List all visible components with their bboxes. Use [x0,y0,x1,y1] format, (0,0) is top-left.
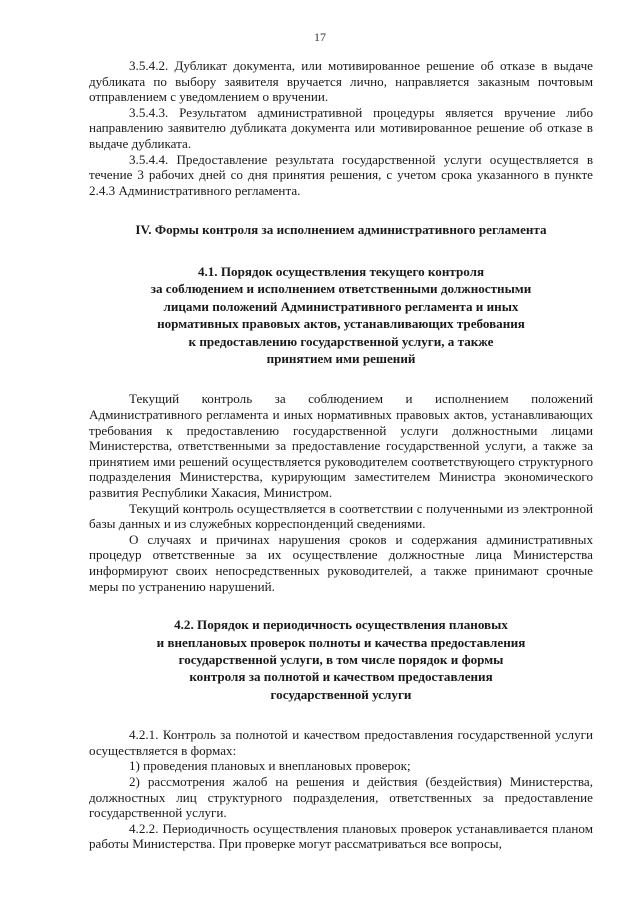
heading-line: за соблюдением и исполнением ответственными должностными [150,281,532,297]
heading-line: 4.1. Порядок осуществления текущего контроля [197,263,485,279]
paragraph-current-control: Текущий контроль за соблюдением и исполнением положений Административного регламента и иных нормативных правовых актов, устанавливающих требования к предоставлению государственной услуги должностными лицами Министерства, ответственными за предоставление государственной услуги, а также за принятием ими решений осуществляется руководителем соответствующего структурного подразделения Министерства, курирующим заместителем Министра экономического развития Республики Хакасия, Министром. [89,391,593,500]
heading-line: к предоставлению государственной услуги, а также [188,333,494,349]
heading-line: контроля за полнотой и качеством предоставления [189,669,493,685]
subsection-4-1-heading [89,263,593,367]
heading-line: принятием ими решений [266,350,416,366]
heading-line: лицами положений Административного регламента и иных [163,298,519,314]
list-item-2: 2) рассмотрения жалоб на решения и действия (бездействия) Министерства, должностных лиц структурного подразделения, ответственных за предоставление государственной услуги. [89,773,593,821]
subsection-4-2-heading [89,616,593,703]
list-item-1: 1) проведения плановых и внеплановых проверок; [129,758,411,774]
section-iv-heading: IV. Формы контроля за исполнением административного регламента [135,222,547,238]
heading-line: государственной услуги, в том числе порядок и формы [178,651,504,667]
paragraph-4-2-2: 4.2.2. Периодичность осуществления плановых проверок устанавливается планом работы Министерства. При проверке могут рассматриваться все вопросы, [89,820,593,852]
heading-line: нормативных правовых актов, устанавливающих требования [157,316,525,332]
document-body [89,58,593,852]
heading-line: 4.2. Порядок и периодичность осуществления плановых [174,617,508,633]
paragraph-3-5-4-4: 3.5.4.4. Предоставление результата государственной услуги осуществляется в течение 3 рабочих дней со дня принятия решения, с учетом срока указанного в пункте 2.4.3 Административного регламента. [89,151,593,198]
paragraph-3-5-4-3: 3.5.4.3. Результатом административной процедуры является вручение либо направлению заявителю дубликата документа или мотивированное решение об отказе в выдаче дубликата. [89,104,593,151]
heading-line: государственной услуги [270,686,412,702]
paragraph-4-2-1: 4.2.1. Контроль за полнотой и качеством предоставления государственной услуги осуществляется в формах: [89,727,593,758]
paragraph-3-5-4-2: 3.5.4.2. Дубликат документа, или мотивированное решение об отказе в выдаче дубликата по выбору заявителя вручается лично, направляется заказным почтовым отправлением с уведомлением о вручении. [89,58,593,105]
paragraph-control-source: Текущий контроль осуществляется в соответствии с полученными из электронной базы данных и из служебных корреспонденций сведениями. [89,500,593,532]
page-number: 17 [314,30,326,44]
paragraph-violations: О случаях и причинах нарушения сроков и содержания административных процедур ответственные за их осуществление должностные лица Министерства информируют своих непосредственных руководителей, а также принимают срочные меры по устранению нарушений. [89,531,593,594]
heading-line: и внеплановых проверок полноты и качества предоставления [156,634,526,650]
